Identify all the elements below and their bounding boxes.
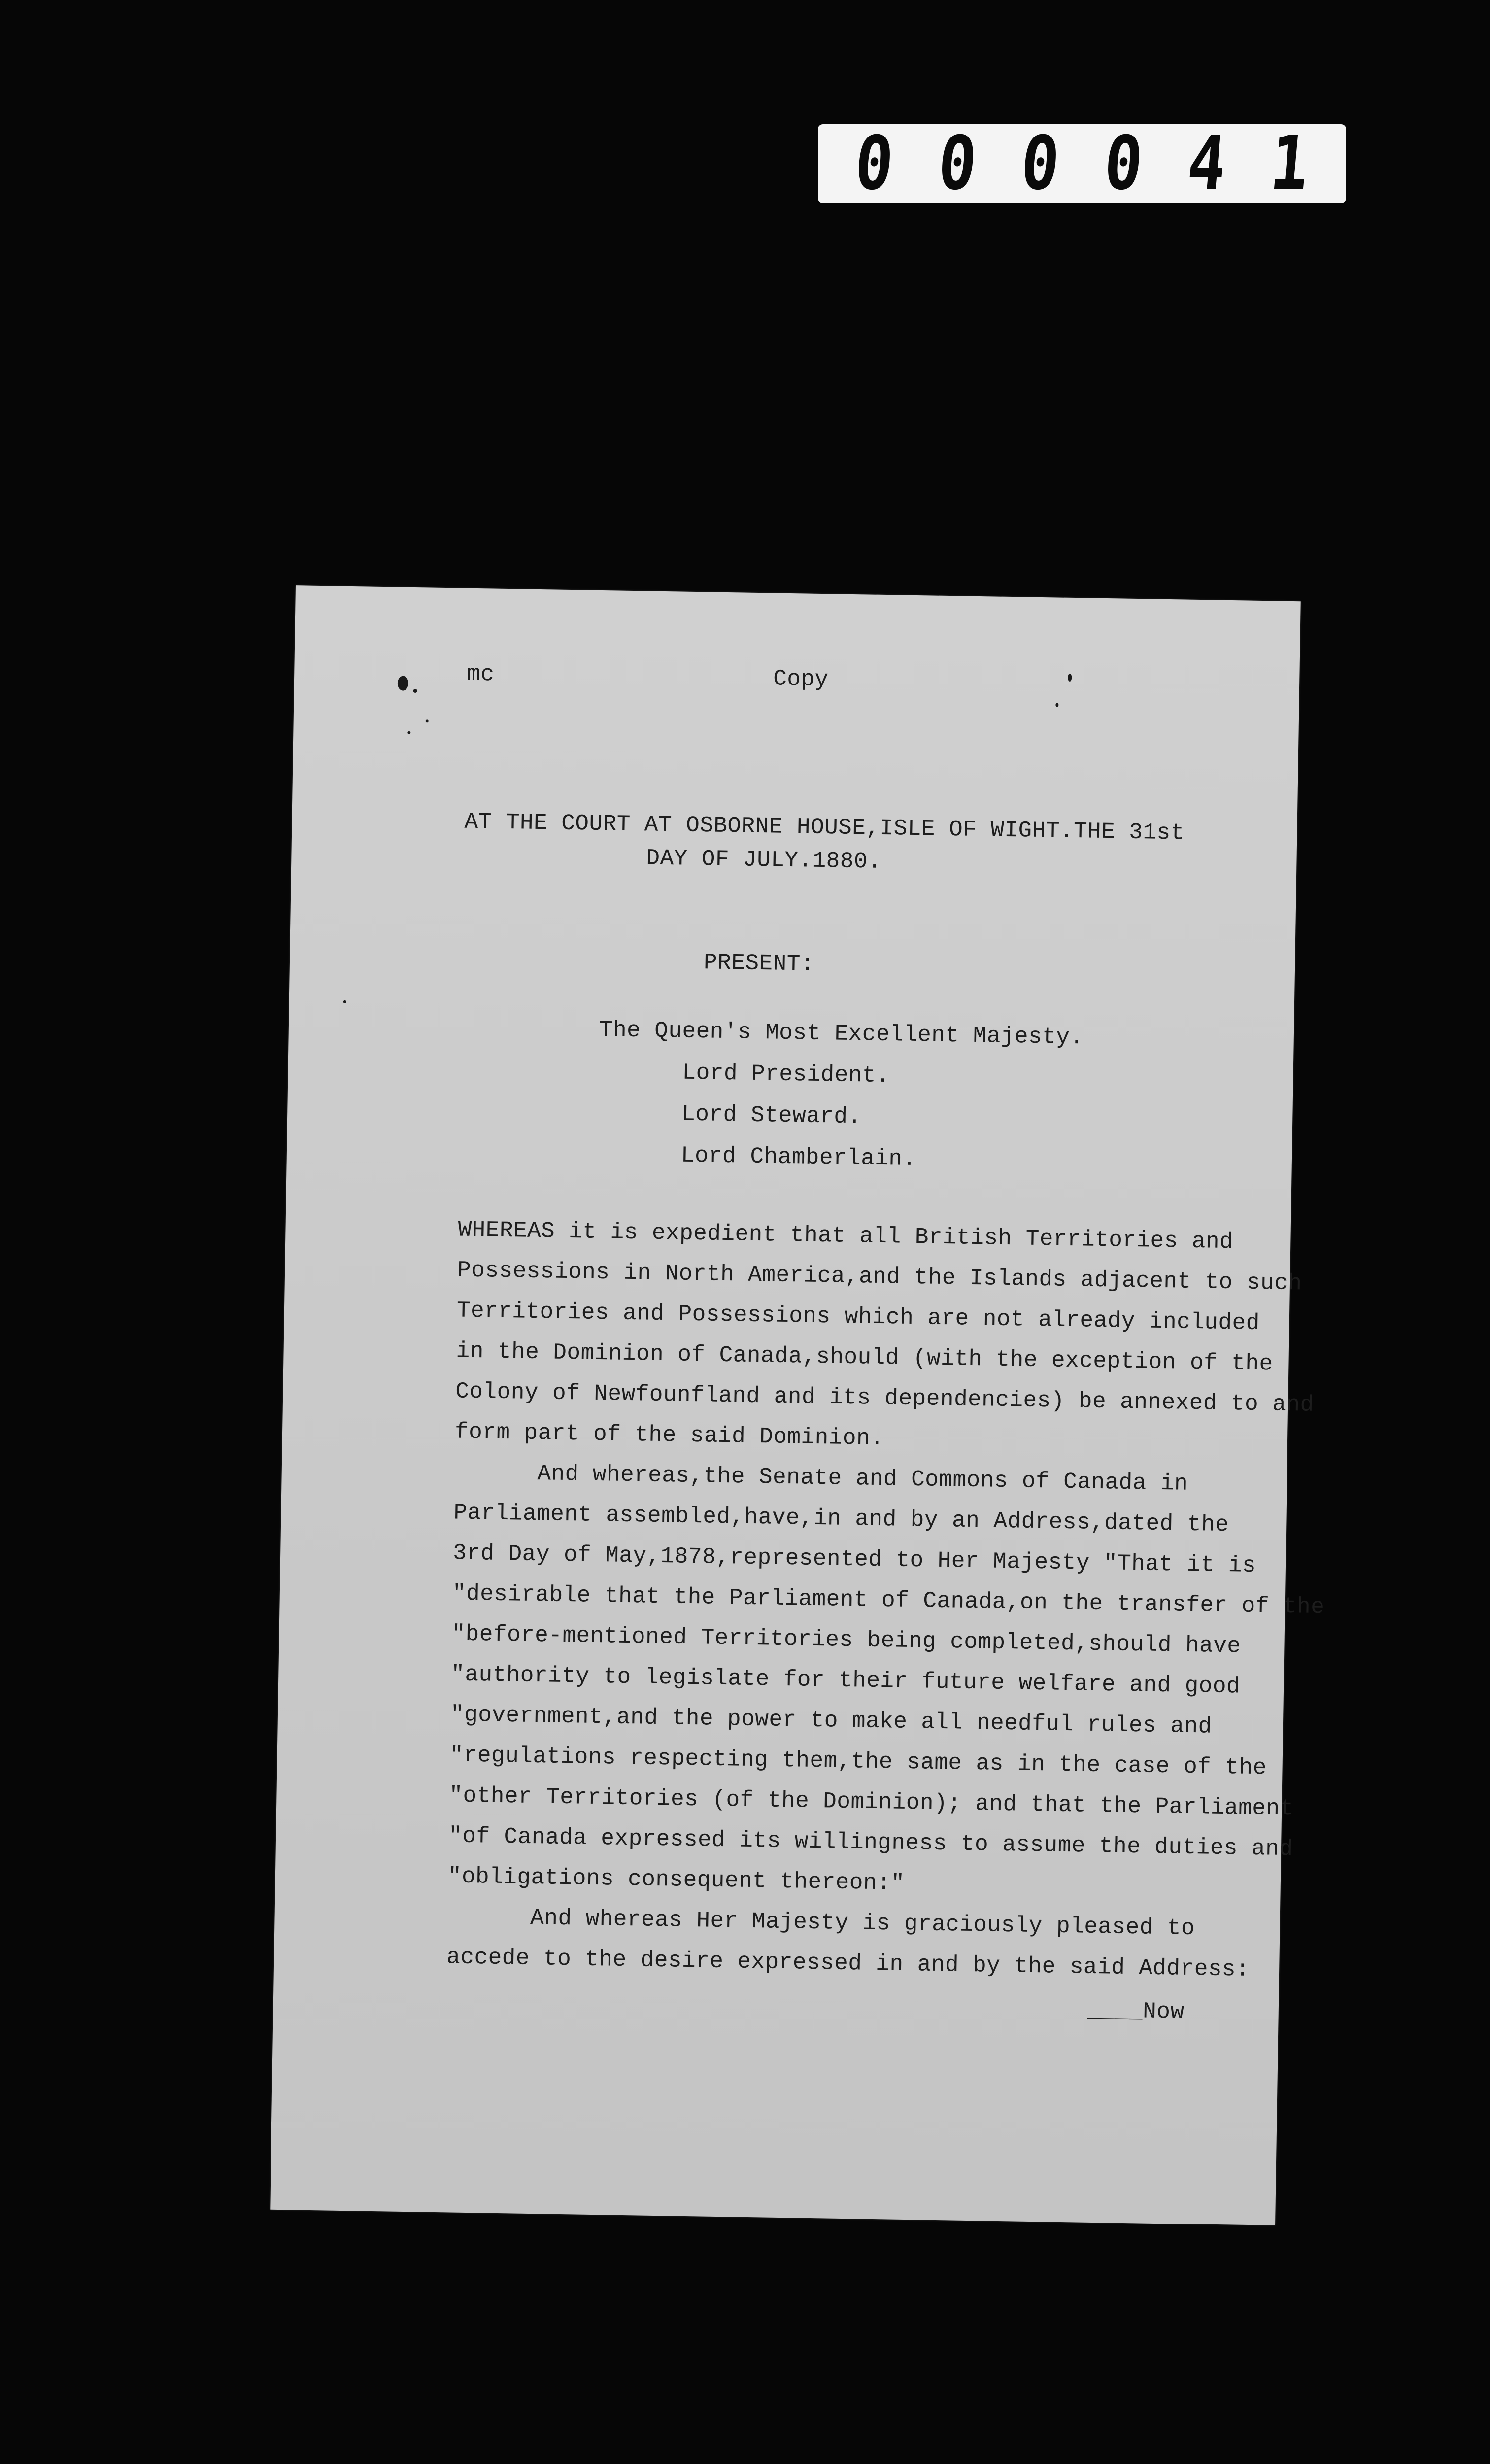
present-item: Lord Chamberlain. [680,1142,917,1172]
body-line: Possessions in North America,and the Islands adjacent to such [457,1257,1302,1297]
counter-digit: 4 [1184,121,1230,206]
ink-speck [407,731,410,734]
body-line: "obligations consequent thereon:" [447,1863,905,1896]
body-line: form part of the said Dominion. [454,1419,884,1452]
catchword: ____Now [1087,1997,1185,2025]
body-line: And whereas,the Senate and Commons of Canada in [454,1459,1188,1497]
body-line: "before-mentioned Territories being completed,should have [451,1621,1241,1659]
present-heading: PRESENT: [703,950,815,977]
body-line: WHEREAS it is expedient that all British Territories and [458,1217,1234,1255]
counter-digit: 0 [934,121,981,206]
counter-digit: 1 [1267,121,1313,206]
ink-speck [343,1000,346,1003]
header-initials: mc [466,661,495,687]
frame-counter [818,121,1346,206]
body-line: in the Dominion of Canada,should (with the exception of the [456,1338,1274,1377]
ink-speck [1055,703,1058,707]
ink-speck [426,719,429,722]
present-item: Lord President. [682,1060,890,1089]
body-line: 3rd Day of May,1878,represented to Her Majesty "That it is [452,1540,1256,1579]
present-item: Lord Steward. [681,1101,862,1130]
body-line: Territories and Possessions which are not already included [456,1298,1260,1336]
court-title-line-2: DAY OF JULY.1880. [646,845,882,875]
counter-digit: 0 [1017,121,1063,206]
document-page [270,585,1325,2225]
body-line: And whereas Her Majesty is graciously pleased to [447,1904,1195,1942]
counter-digit: 0 [1101,121,1147,206]
copy-marker: Copy [773,666,829,693]
ink-speck [413,689,417,693]
counter-digit: 0 [851,121,897,206]
body-line: "desirable that the Parliament of Canada,on the transfer of the [452,1580,1325,1620]
body-line: accede to the desire expressed in and by the said Address: [446,1944,1250,1983]
ink-speck [398,676,408,690]
body-line: Colony of Newfounfland and its dependencies) be annexed to and [455,1378,1315,1418]
present-item: The Queen's Most Excellent Majesty. [599,1017,1084,1051]
body-line: Parliament assembled,have,in and by an Address,dated the [453,1500,1229,1538]
body-line: "of Canada expressed its willingness to assume the duties and [448,1823,1293,1862]
body-line: "regulations respecting them,the same as in the case of the [449,1742,1267,1781]
body-line: "authority to legislate for their future welfare and good [450,1661,1241,1700]
ink-speck [1068,674,1072,682]
body-line: "government,and the power to make all needful rules and [450,1702,1213,1740]
body-line: "other Territories (of the Dominion); and that the Parliament [449,1782,1294,1822]
court-title-line-1: AT THE COURT AT OSBORNE HOUSE,ISLE OF WIGHT.THE 31st [464,809,1185,846]
